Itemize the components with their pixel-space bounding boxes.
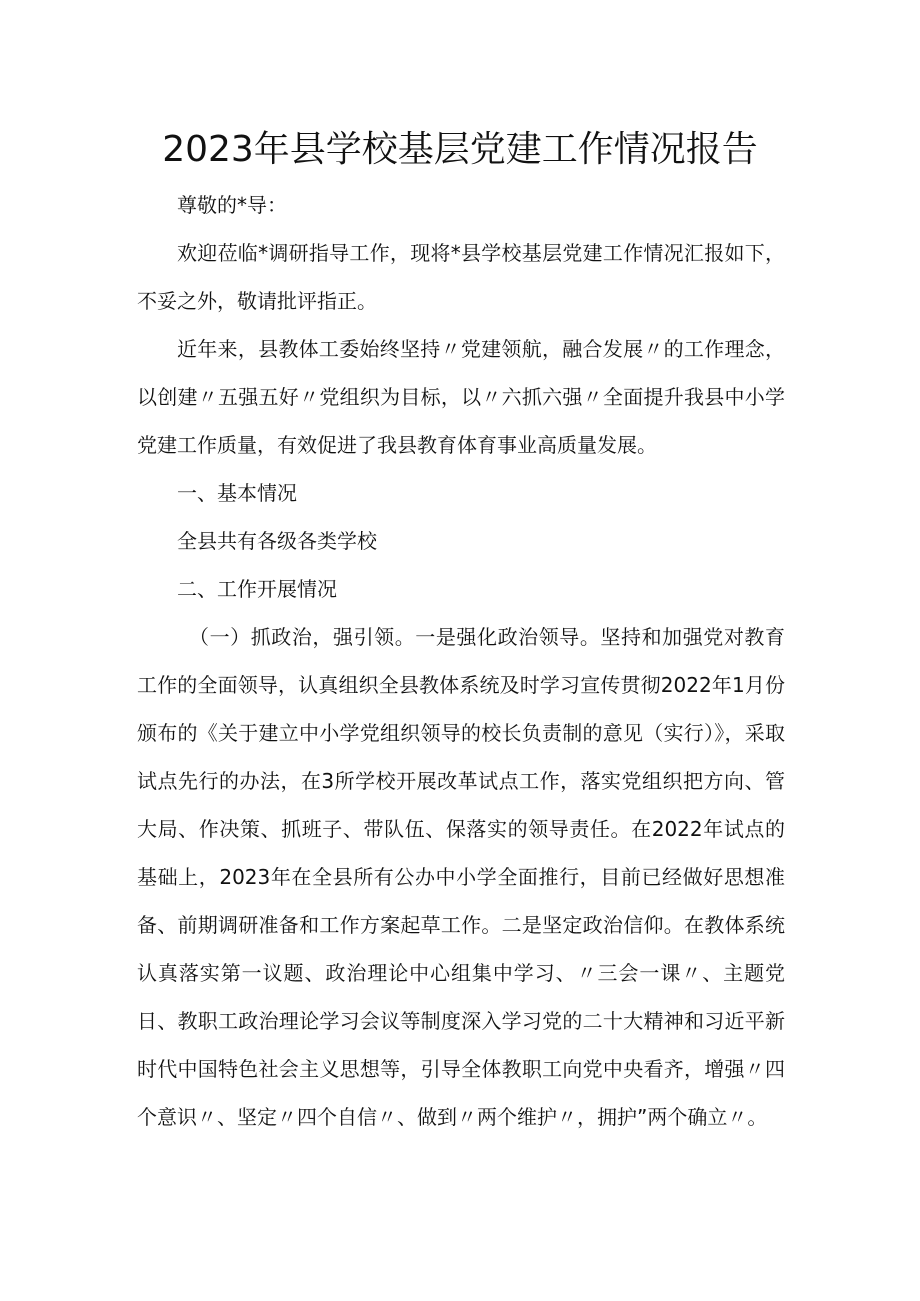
paragraph-politics: （一）抓政治，强引领。一是强化政治领导。坚持和加强党对教育工作的全面领导，认真组织全县教体系统及时学习宣传贯彻2022年1月份颁布的《关于建立中小学党组织领导的校长负责制的意见（实行）》，采取试点先行的办法，在3所学校开展改革试点工作，落实党组织把方向、管大局、作决策、抓班子、带队伍、保落实的领导责任。在2022年试点的基础上，2023年在全县所有公办中小学全面推行，目前已经做好思想准备、前期调研准备和工作方案起草工作。二是坚定政治信仰。在教体系统认真落实第一议题、政治理论中心组集中学习、〃三会一课〃、主题党日、教职工政治理论学习会议等制度深入学习党的二十大精神和习近平新时代中国特色社会主义思想等，引导全体教职工向党中央看齐，增强〃四个意识〃、坚定〃四个自信〃、做到〃两个维护〃，拥护”两个确立〃。 xyxy=(137,625,785,1129)
paragraph-overview: 近年来，县教体工委始终坚持〃党建领航，融合发展〃的工作理念，以创建〃五强五好〃党组织为目标，以〃六抓六强〃全面提升我县中小学党建工作质量，有效促进了我县教育体育事业高质量发展。 xyxy=(137,337,785,457)
section-heading-work: 二、工作开展情况 xyxy=(177,577,337,601)
section-heading-basic: 一、基本情况 xyxy=(177,481,297,505)
paragraph-schools: 全县共有各级各类学校 xyxy=(177,529,377,553)
paragraph-intro: 欢迎莅临*调研指导工作，现将*县学校基层党建工作情况汇报如下，不妥之外，敬请批评指正。 xyxy=(137,241,785,313)
document-title: 2023年县学校基层党建工作情况报告 xyxy=(162,129,758,170)
document-body xyxy=(137,181,785,1141)
greeting: 尊敬的*导： xyxy=(177,193,287,217)
